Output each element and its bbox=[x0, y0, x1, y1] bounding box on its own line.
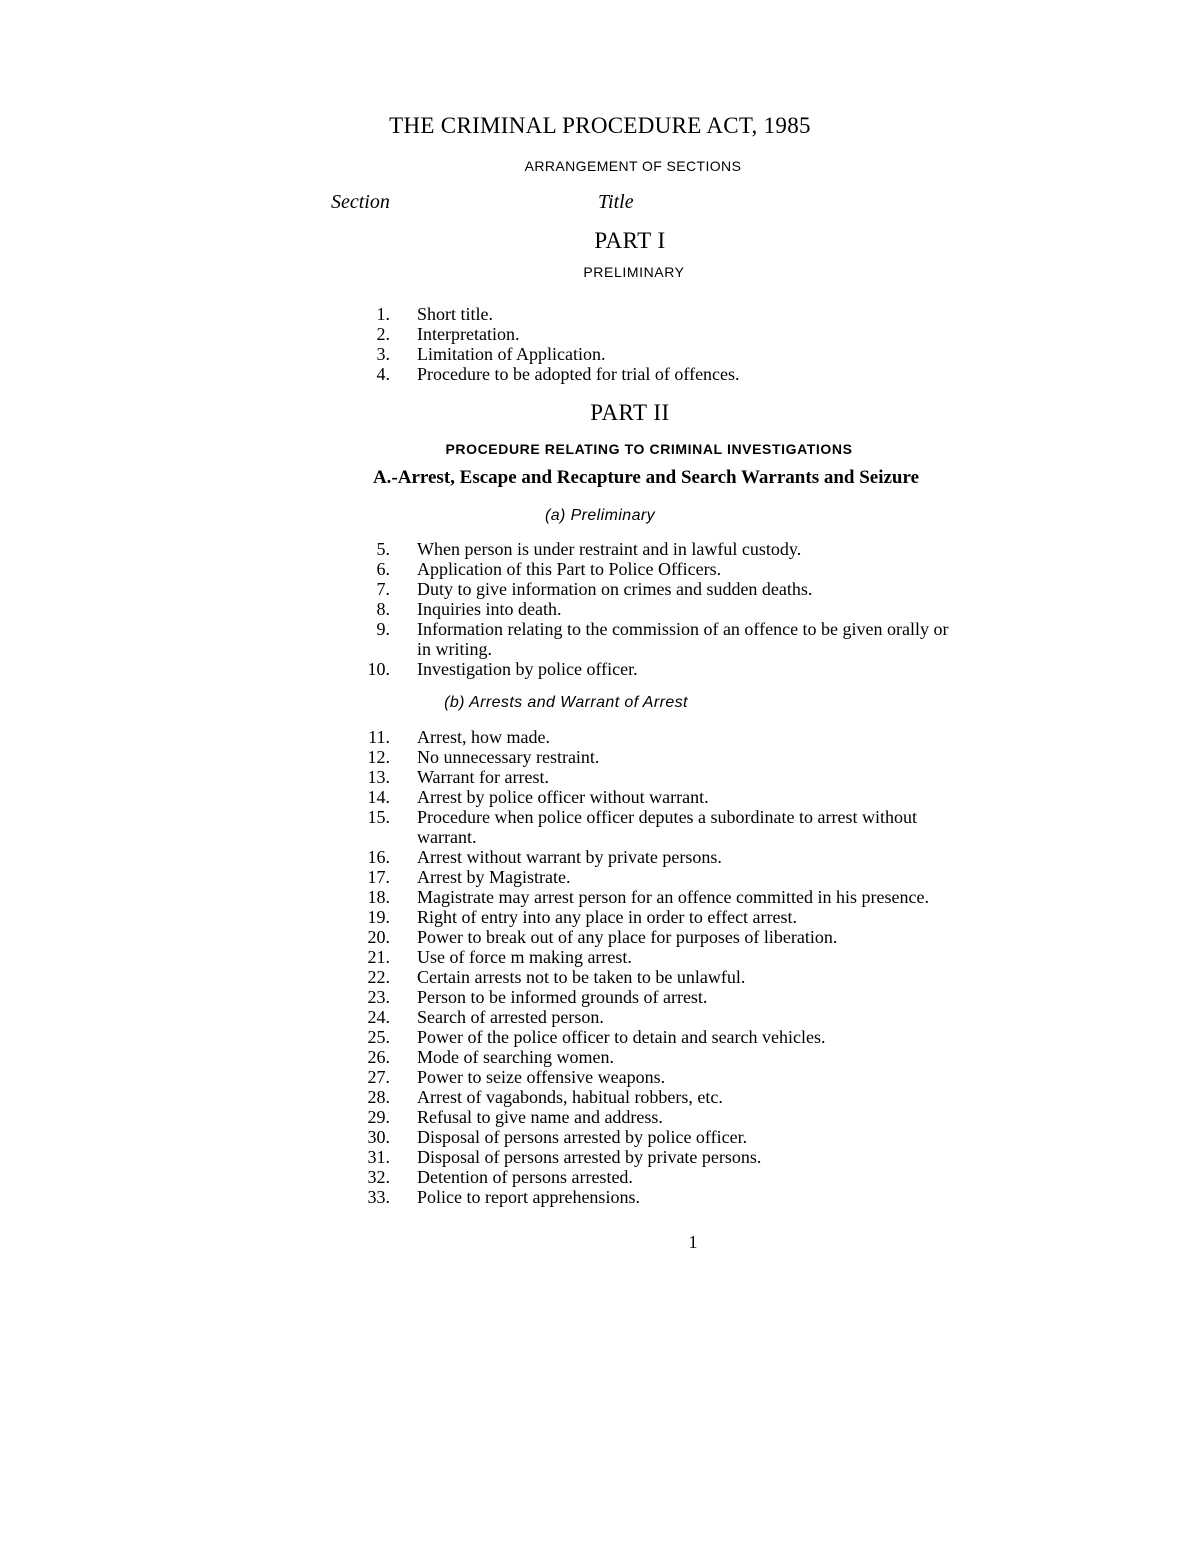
section-title: Arrest by Magistrate. bbox=[417, 867, 571, 887]
section-entry bbox=[355, 364, 955, 384]
section-title: Procedure to be adopted for trial of offences. bbox=[417, 364, 740, 384]
section-number: 8. bbox=[376, 599, 390, 619]
section-title: No unnecessary restraint. bbox=[417, 747, 600, 767]
section-number: 21. bbox=[367, 947, 390, 967]
section-entry bbox=[355, 807, 955, 847]
section-number: 28. bbox=[367, 1087, 390, 1107]
part-two-heading: PART II bbox=[590, 400, 670, 425]
section-entry bbox=[355, 304, 955, 324]
column-header-section: Section bbox=[331, 191, 390, 213]
section-entry bbox=[355, 619, 955, 659]
section-entry bbox=[355, 1047, 955, 1067]
part-one-subheading: PRELIMINARY bbox=[583, 264, 685, 280]
section-number: 25. bbox=[367, 1027, 390, 1047]
section-number: 23. bbox=[367, 987, 390, 1007]
column-header-title: Title bbox=[598, 191, 634, 213]
section-entry bbox=[355, 344, 955, 364]
section-number: 11. bbox=[368, 727, 390, 747]
section-entry bbox=[355, 324, 955, 344]
section-number: 30. bbox=[367, 1127, 390, 1147]
section-title: Use of force m making arrest. bbox=[417, 947, 632, 967]
section-title: Power to seize offensive weapons. bbox=[417, 1067, 666, 1087]
section-entry bbox=[355, 599, 955, 619]
page-number: 1 bbox=[688, 1232, 698, 1252]
section-title: Refusal to give name and address. bbox=[417, 1107, 663, 1127]
section-number: 10. bbox=[367, 659, 390, 679]
section-number: 12. bbox=[367, 747, 390, 767]
section-entry bbox=[355, 1087, 955, 1107]
section-entry bbox=[355, 1027, 955, 1047]
section-number: 19. bbox=[367, 907, 390, 927]
section-number: 2. bbox=[376, 324, 390, 344]
section-number: 4. bbox=[376, 364, 390, 384]
part-one-heading: PART I bbox=[594, 228, 666, 253]
section-entry bbox=[355, 847, 955, 867]
section-number: 20. bbox=[367, 927, 390, 947]
section-number: 18. bbox=[367, 887, 390, 907]
section-entry bbox=[355, 1067, 955, 1087]
group-a-heading: (a) Preliminary bbox=[544, 507, 655, 524]
section-title: Search of arrested person. bbox=[417, 1007, 604, 1027]
section-number: 15. bbox=[367, 807, 390, 827]
section-title: Power to break out of any place for purposes of liberation. bbox=[417, 927, 838, 947]
section-entry bbox=[355, 927, 955, 947]
section-entry bbox=[355, 867, 955, 887]
section-number: 9. bbox=[376, 619, 390, 639]
section-title: Power of the police officer to detain and search vehicles. bbox=[417, 1027, 826, 1047]
section-number: 33. bbox=[367, 1187, 390, 1207]
section-title: Limitation of Application. bbox=[417, 344, 606, 364]
section-entry bbox=[355, 579, 955, 599]
section-number: 29. bbox=[367, 1107, 390, 1127]
section-number: 3. bbox=[376, 344, 390, 364]
section-title: Short title. bbox=[417, 304, 493, 324]
arrangement-label: ARRANGEMENT OF SECTIONS bbox=[524, 158, 742, 174]
section-entry bbox=[355, 1167, 955, 1187]
section-title: Warrant for arrest. bbox=[417, 767, 549, 787]
section-entry bbox=[355, 1007, 955, 1027]
division-a-heading: A.-Arrest, Escape and Recapture and Search Warrants and Seizure bbox=[372, 467, 920, 488]
section-title: Arrest without warrant by private persons. bbox=[417, 847, 722, 867]
section-number: 24. bbox=[367, 1007, 390, 1027]
section-number: 5. bbox=[376, 539, 390, 559]
section-title: Procedure when police officer deputes a subordinate to arrest without warrant. bbox=[417, 807, 918, 847]
section-title: Arrest by police officer without warrant. bbox=[417, 787, 709, 807]
section-title: Application of this Part to Police Officers. bbox=[417, 559, 722, 579]
section-number: 27. bbox=[367, 1067, 390, 1087]
section-entry bbox=[355, 659, 955, 679]
section-number: 13. bbox=[367, 767, 390, 787]
section-entry bbox=[355, 559, 955, 579]
section-number: 22. bbox=[367, 967, 390, 987]
section-title: Detention of persons arrested. bbox=[417, 1167, 633, 1187]
section-title: Person to be informed grounds of arrest. bbox=[417, 987, 708, 1007]
section-number: 14. bbox=[367, 787, 390, 807]
section-title: Magistrate may arrest person for an offence committed in his presence. bbox=[417, 887, 929, 907]
section-entry bbox=[355, 767, 955, 787]
section-entry bbox=[355, 1107, 955, 1127]
section-title: Disposal of persons arrested by private persons. bbox=[417, 1147, 762, 1167]
section-entry bbox=[355, 727, 955, 747]
part-one-section-list bbox=[355, 304, 955, 384]
section-entry bbox=[355, 1187, 955, 1207]
section-title: Information relating to the commission of an offence to be given orally or in writing. bbox=[417, 619, 949, 659]
section-title: Inquiries into death. bbox=[417, 599, 562, 619]
section-entry bbox=[355, 1127, 955, 1147]
section-entry bbox=[355, 947, 955, 967]
section-title: Investigation by police officer. bbox=[417, 659, 638, 679]
section-title: Arrest of vagabonds, habitual robbers, etc. bbox=[417, 1087, 723, 1107]
section-number: 1. bbox=[376, 304, 390, 324]
section-entry bbox=[355, 787, 955, 807]
section-number: 26. bbox=[367, 1047, 390, 1067]
section-number: 6. bbox=[376, 559, 390, 579]
section-title: Duty to give information on crimes and sudden deaths. bbox=[417, 579, 813, 599]
section-number: 32. bbox=[367, 1167, 390, 1187]
section-title: Police to report apprehensions. bbox=[417, 1187, 640, 1207]
section-entry bbox=[355, 1147, 955, 1167]
act-title: THE CRIMINAL PROCEDURE ACT, 1985 bbox=[389, 113, 811, 138]
section-title: When person is under restraint and in lawful custody. bbox=[417, 539, 802, 559]
section-number: 31. bbox=[367, 1147, 390, 1167]
section-number: 16. bbox=[367, 847, 390, 867]
section-title: Disposal of persons arrested by police officer. bbox=[417, 1127, 748, 1147]
group-b-section-list bbox=[355, 727, 955, 1207]
section-entry bbox=[355, 887, 955, 907]
section-title: Mode of searching women. bbox=[417, 1047, 614, 1067]
group-b-heading: (b) Arrests and Warrant of Arrest bbox=[444, 694, 688, 711]
section-entry bbox=[355, 987, 955, 1007]
section-entry bbox=[355, 747, 955, 767]
section-number: 7. bbox=[376, 579, 390, 599]
section-entry bbox=[355, 907, 955, 927]
group-a-section-list bbox=[355, 539, 955, 679]
section-title: Arrest, how made. bbox=[417, 727, 550, 747]
section-title: Interpretation. bbox=[417, 324, 520, 344]
section-entry bbox=[355, 539, 955, 559]
section-title: Right of entry into any place in order to effect arrest. bbox=[417, 907, 798, 927]
section-number: 17. bbox=[367, 867, 390, 887]
part-two-subheading: PROCEDURE RELATING TO CRIMINAL INVESTIGATIONS bbox=[445, 441, 853, 457]
section-title: Certain arrests not to be taken to be unlawful. bbox=[417, 967, 746, 987]
section-entry bbox=[355, 967, 955, 987]
